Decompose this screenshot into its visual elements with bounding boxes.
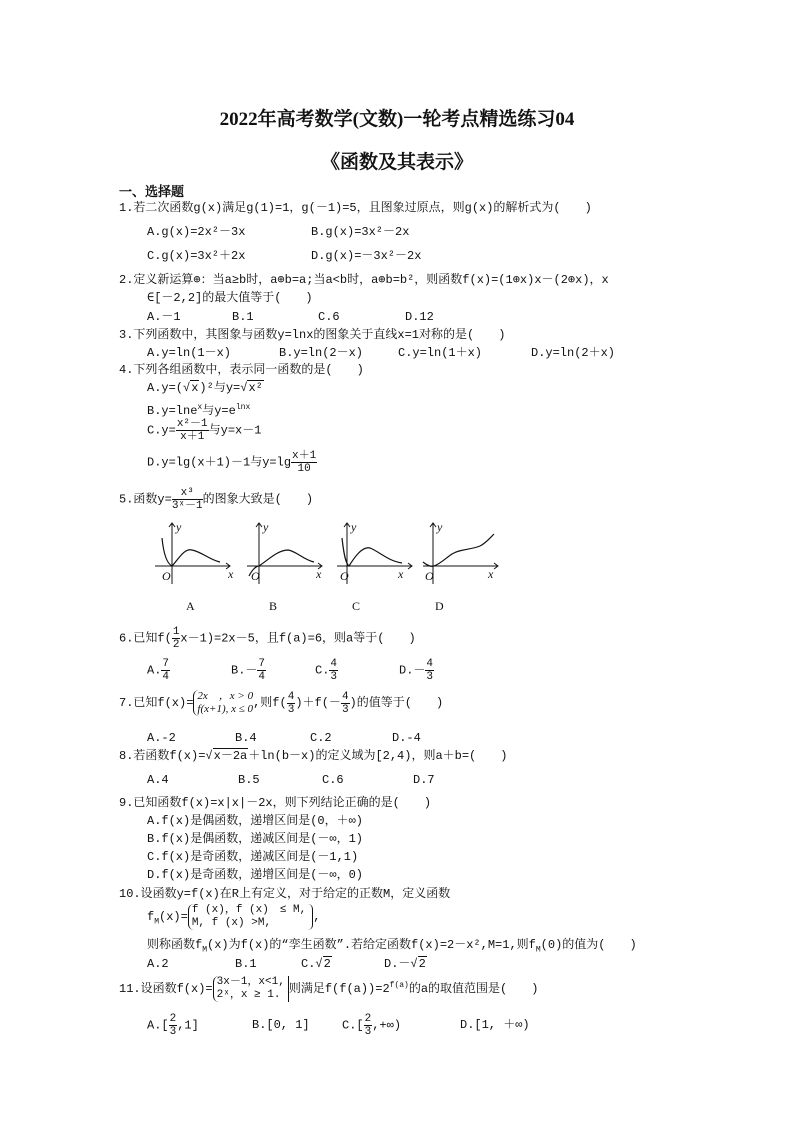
q4-option-d: D.y=lg(x＋1)－1与y=lg $\frac{x+1}{10}$: [147, 450, 317, 475]
q1-stem: 1.若二次函数g(x)满足g(1)=1，g(－1)=5，且图象过原点，则g(x)的解析式为( ): [119, 201, 592, 215]
q5-graphs: [150, 518, 500, 588]
q11-stem: 11.设函数f(x)= 3x－1，x<1, 2ˣ，x ≥ 1. 则满足$f(f(a))=2^{f(a)}$的a的取值范围是( ): [119, 976, 539, 1001]
q9-option-b: B.f(x)是偶函数，递减区间是(－∞，1): [147, 832, 364, 846]
q1-option-d: D.g(x)=－3x²－2x: [311, 249, 422, 263]
graph-a-origin: O: [162, 569, 171, 583]
graph-c-origin: O: [340, 569, 349, 583]
q3-option-a: A.y=ln(1－x): [147, 346, 232, 360]
graph-d-ylabel: y: [437, 520, 443, 534]
q8-option-d: D.7: [413, 773, 435, 787]
q4-option-c: C.y= $\frac{\text{x²－1}}{x+1}$ 与y=x－1: [147, 418, 262, 443]
graph-c-ylabel: y: [351, 520, 357, 534]
graph-b-label: B: [269, 599, 278, 613]
q2-stem-line2: ∈[－2,2]的最大值等于( ): [147, 291, 313, 305]
q9-option-a: A.f(x)是偶函数，递增区间是(0，＋∞): [147, 814, 364, 828]
q2-option-a: A.－1: [147, 310, 181, 324]
q11-option-b: B.[0, 1]: [252, 1018, 310, 1032]
q6-option-b: B.－ $\frac{7}{4}$: [231, 658, 266, 683]
graph-a-ylabel: y: [176, 520, 182, 534]
q7-option-d: D.-4: [392, 731, 421, 745]
graph-a-label: A: [186, 599, 195, 613]
graph-b-ylabel: y: [263, 520, 269, 534]
q3-option-b: B.y=ln(2－x): [279, 346, 364, 360]
q6-stem: 6.已知f( $\frac{1}{2}$ x－1)=2x－5，且f(a)=6，则a等于( ): [119, 626, 416, 651]
q4-option-a: A.y=(√x)²与y=√x²: [147, 381, 263, 395]
q4-option-b: B.y=lne$^x$与$y=e^{lnx}$: [147, 403, 251, 418]
q10-option-a: A.2: [147, 957, 169, 971]
q1-option-b: B.g(x)=3x²－2x: [311, 225, 410, 239]
q8-option-a: A.4: [147, 773, 169, 787]
q10-option-c: C.√2: [301, 957, 331, 971]
q10-definition: $f_M(x)=$ f (x)，f (x) ≤ M, M, f (x) >M, ,: [147, 904, 321, 929]
q7-option-c: C.2: [310, 731, 332, 745]
graph-b-origin: O: [251, 569, 260, 583]
q2-option-c: C.6: [318, 310, 340, 324]
q7-stem: 7.已知f(x)= 2x ，x > 0 f(x+1), x ≤ 0 ,则f( $\frac{4}{3}$ )＋f(－ $\frac{4}{3}$ )的值等于( ): [119, 690, 444, 716]
q10-line3: 则称函数$f_M(x)$为f(x)的“孪生函数”.若给定函数f(x)=2－x²,M=1,则$f_M(0)$的值为( ): [147, 938, 637, 955]
page-subtitle: 《函数及其表示》: [320, 152, 473, 173]
graph-d: [423, 523, 498, 584]
q1-option-a: A.g(x)=2x²－3x: [147, 225, 246, 239]
q2-option-d: D.12: [405, 310, 434, 324]
graph-c-xlabel: x: [398, 567, 404, 581]
q5-stem: 5.函数y= $\frac{\text{x³}}{\text{3ˣ－1}}$ 的图象大致是( ): [119, 487, 314, 512]
q8-option-c: C.6: [322, 773, 344, 787]
q6-option-c: C. $\frac{4}{3}$: [315, 658, 338, 683]
q8-option-b: B.5: [238, 773, 260, 787]
section-heading: 一、选择题: [119, 185, 185, 200]
q11-option-a: A.[ $\frac{2}{3}$ ,1]: [147, 1013, 199, 1038]
q7-option-b: B.4: [235, 731, 257, 745]
q6-option-d: D.－ $\frac{4}{3}$: [399, 658, 434, 683]
q3-stem: 3.下列函数中，其图象与函数y=lnx的图象关于直线x=1对称的是( ): [119, 328, 506, 342]
graph-b-xlabel: x: [316, 567, 322, 581]
q10-option-d: D.－√2: [384, 957, 426, 971]
q9-stem: 9.已知函数f(x)=x|x|－2x，则下列结论正确的是( ): [119, 796, 432, 810]
q2-option-b: B.1: [232, 310, 254, 324]
q7-option-a: A.-2: [147, 731, 176, 745]
q4-stem: 4.下列各组函数中，表示同一函数的是( ): [119, 363, 364, 377]
q3-option-c: C.y=ln(1＋x): [398, 346, 483, 360]
q8-stem: 8.若函数f(x)=√x－2a＋ln(b－x)的定义域为[2,4)，则a＋b=( ): [119, 749, 508, 763]
graph-d-label: D: [435, 599, 444, 613]
q9-option-d: D.f(x)是奇函数，递增区间是(－∞，0): [147, 868, 364, 882]
q11-option-d: D.[1, ＋∞): [460, 1018, 530, 1032]
q3-option-d: D.y=ln(2＋x): [531, 346, 616, 360]
graph-a-xlabel: x: [228, 567, 234, 581]
graph-d-xlabel: x: [488, 567, 494, 581]
q11-option-c: C.[ $\frac{2}{3}$ ,+∞): [342, 1013, 402, 1038]
q10-option-b: B.1: [235, 957, 257, 971]
q10-stem: 10.设函数y=f(x)在R上有定义，对于给定的正数M，定义函数: [119, 887, 451, 901]
q9-option-c: C.f(x)是奇函数，递减区间是(－1,1): [147, 850, 359, 864]
q2-stem-line1: 2.定义新运算⊕：当a≥b时，a⊕b=a;当a<b时，a⊕b=b²，则函数f(x)=(1⊕x)x－(2⊕x)，x: [119, 273, 609, 287]
graph-c-label: C: [352, 599, 361, 613]
graph-d-origin: O: [425, 569, 434, 583]
q6-option-a: A. $\frac{7}{4}$: [147, 658, 170, 683]
q1-option-c: C.g(x)=3x²＋2x: [147, 249, 246, 263]
page-title: 2022年高考数学(文数)一轮考点精选练习04: [219, 109, 575, 130]
